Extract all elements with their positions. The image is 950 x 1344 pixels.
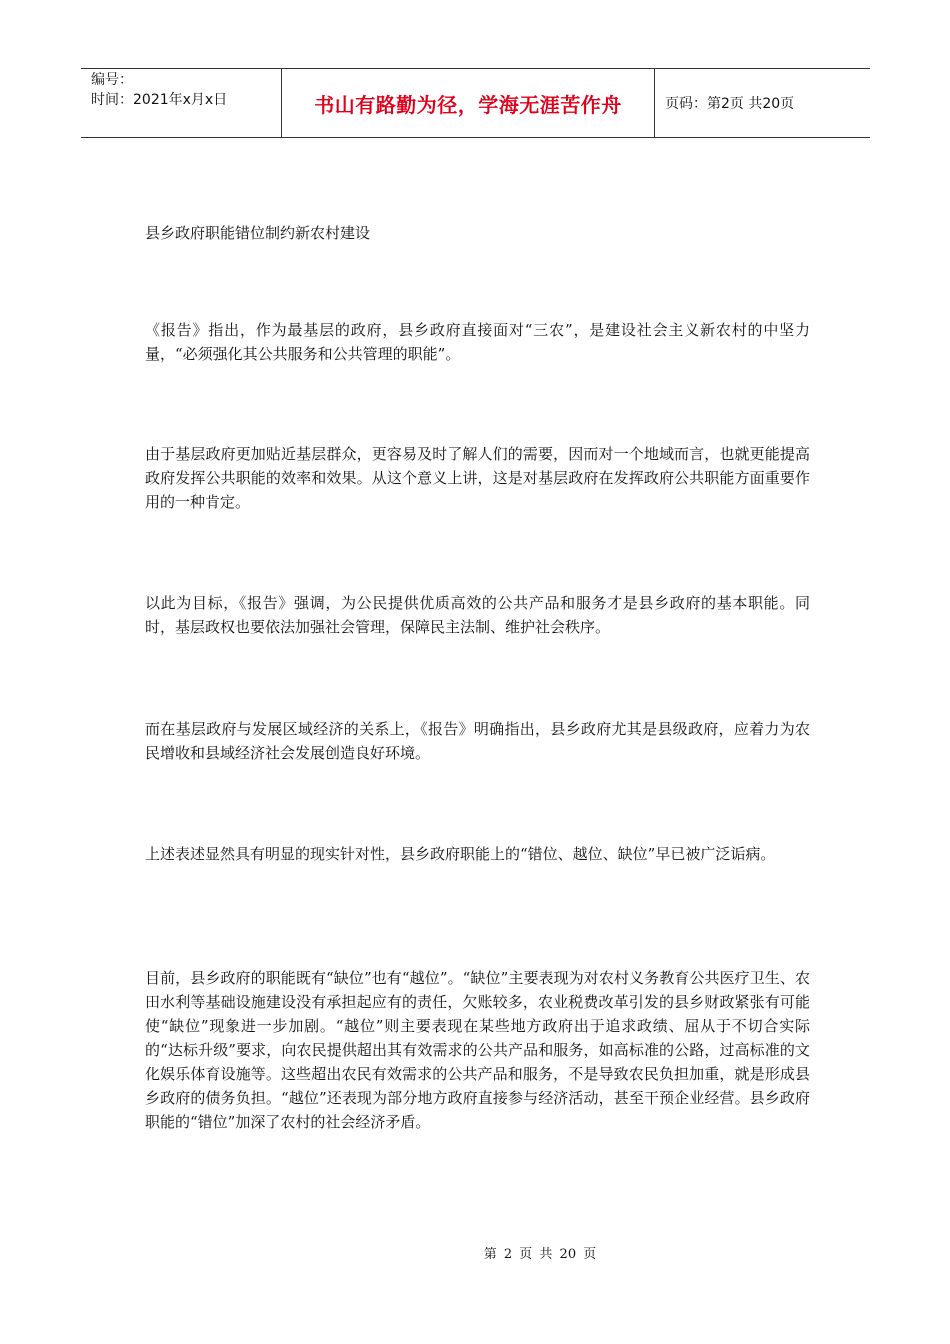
page-header <box>81 68 870 138</box>
paragraph: 目前，县乡政府的职能既有“缺位”也有“越位”。“缺位”主要表现为对农村义务教育公共医疗卫生、农田水利等基础设施建设没有承担起应有的责任，欠账较多，农业税费改革引发的县乡财政紧张有可能使“缺位”现象进一步加剧。“越位”则主要表现在某些地方政府出于追求政绩、屈从于不切合实际的“达标升级”要求，向农民提供超出其有效需求的公共产品和服务，如高标准的公路，过高标准的文化娱乐体育设施等。这些超出农民有效需求的公共产品和服务，不是导致农民负担加重，就是形成县乡政府的债务负担。“越位”还表现为部分地方政府直接参与经济活动，甚至干预企业经营。县乡政府职能的“错位”加深了农村的社会经济矛盾。 <box>145 969 810 1131</box>
paragraph: 而在基层政府与发展区域经济的关系上，《报告》明确指出，县乡政府尤其是县级政府，应着力为农民增收和县域经济社会发展创造良好环境。 <box>145 720 810 762</box>
page-footer: 第 2 页 共 20 页 <box>483 1247 597 1262</box>
paragraph: 《报告》指出，作为最基层的政府，县乡政府直接面对“三农”，是建设社会主义新农村的中坚力量，“必须强化其公共服务和公共管理的职能”。 <box>145 321 810 363</box>
paragraph: 上述表述显然具有明显的现实针对性，县乡政府职能上的“错位、越位、缺位”早已被广泛诟病。 <box>145 845 776 863</box>
document-number-label: 编号： <box>91 72 133 88</box>
paragraph: 由于基层政府更加贴近基层群众，更容易及时了解人们的需要，因而对一个地域而言，也就更能提高政府发挥公共职能的效率和效果。从这个意义上讲，这是对基层政府在发挥政府公共职能方面重要作用的一种肯定。 <box>145 445 810 511</box>
paragraph: 以此为目标，《报告》强调，为公民提供优质高效的公共产品和服务才是县乡政府的基本职能。同时，基层政权也要依法加强社会管理，保障民主法制、维护社会秩序。 <box>145 594 810 636</box>
header-page-info: 页码：第2页 共20页 <box>665 96 795 112</box>
document-date: 时间：2021年x月x日 <box>91 92 228 108</box>
document-title: 县乡政府职能错位制约新农村建设 <box>145 224 371 242</box>
header-meta <box>81 69 281 137</box>
header-motto: 书山有路勤为径，学海无涯苦作舟 <box>281 69 655 137</box>
